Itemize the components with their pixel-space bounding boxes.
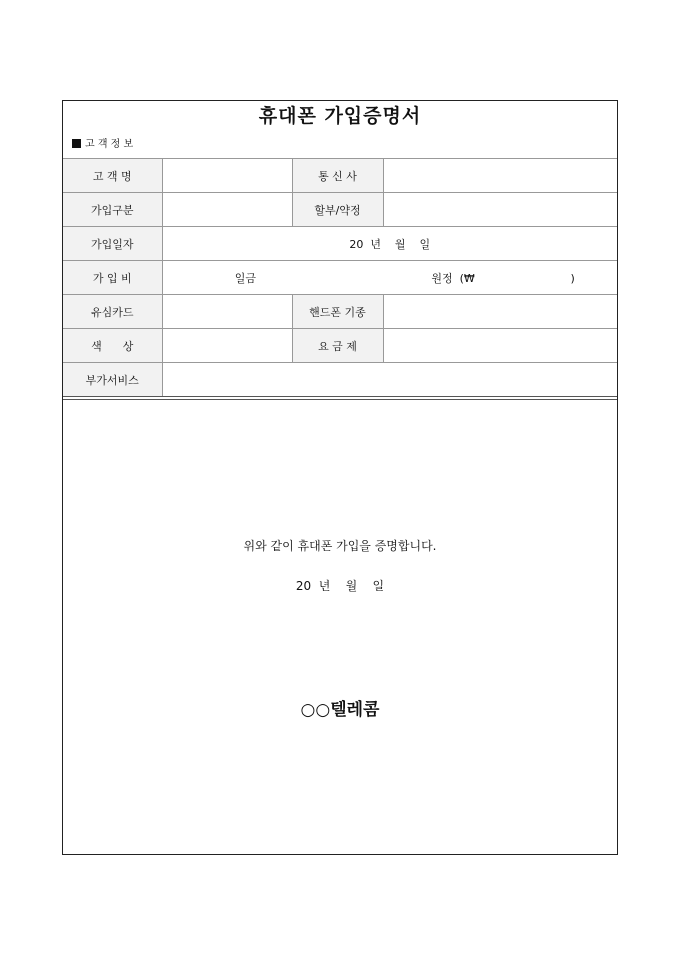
customer-info-table	[63, 158, 617, 397]
phone-model-field[interactable]	[383, 295, 617, 329]
table-row	[63, 193, 617, 227]
join-fee-close: )	[570, 271, 575, 285]
installment-field[interactable]	[383, 193, 617, 227]
plan-field[interactable]	[383, 329, 617, 363]
join-type-label: 가입구분	[63, 193, 162, 227]
addon-label: 부가서비스	[63, 363, 162, 397]
customer-name-field[interactable]	[162, 159, 292, 193]
square-bullet-icon	[72, 139, 81, 148]
double-divider	[63, 396, 617, 400]
join-date-label: 가입일자	[63, 227, 162, 261]
usim-field[interactable]	[162, 295, 292, 329]
table-row	[63, 159, 617, 193]
table-row	[63, 295, 617, 329]
phone-model-label: 핸드폰 기종	[292, 295, 383, 329]
table-row	[63, 261, 617, 295]
statement-date: 20 년 월 일	[295, 579, 385, 593]
plan-label: 요 금 제	[292, 329, 383, 363]
table-row	[63, 227, 617, 261]
join-date-field[interactable]: 20 년 월 일	[162, 227, 617, 261]
statement-text: 위와 같이 휴대폰 가입을 증명합니다.	[243, 539, 437, 553]
company-name: ○○텔레콤	[300, 700, 380, 720]
join-fee-suffix: 원정 (₩	[431, 271, 475, 285]
customer-name-label: 고 객 명	[63, 159, 162, 193]
color-label: 색 상	[63, 329, 162, 363]
join-fee-field[interactable]	[162, 261, 617, 295]
color-field[interactable]	[162, 329, 292, 363]
section-label: 고 객 정 보	[85, 139, 134, 150]
certificate-frame	[62, 100, 618, 855]
join-fee-label: 가 입 비	[63, 261, 162, 295]
carrier-field[interactable]	[383, 159, 617, 193]
join-type-field[interactable]	[162, 193, 292, 227]
usim-label: 유심카드	[63, 295, 162, 329]
join-fee-prefix: 일금	[234, 271, 257, 285]
table-row	[63, 363, 617, 397]
document-title: 휴대폰 가입증명서	[258, 105, 422, 127]
carrier-label: 통 신 사	[292, 159, 383, 193]
installment-label: 할부/약정	[292, 193, 383, 227]
table-row	[63, 329, 617, 363]
section-header	[72, 138, 133, 152]
addon-field[interactable]	[162, 363, 617, 397]
